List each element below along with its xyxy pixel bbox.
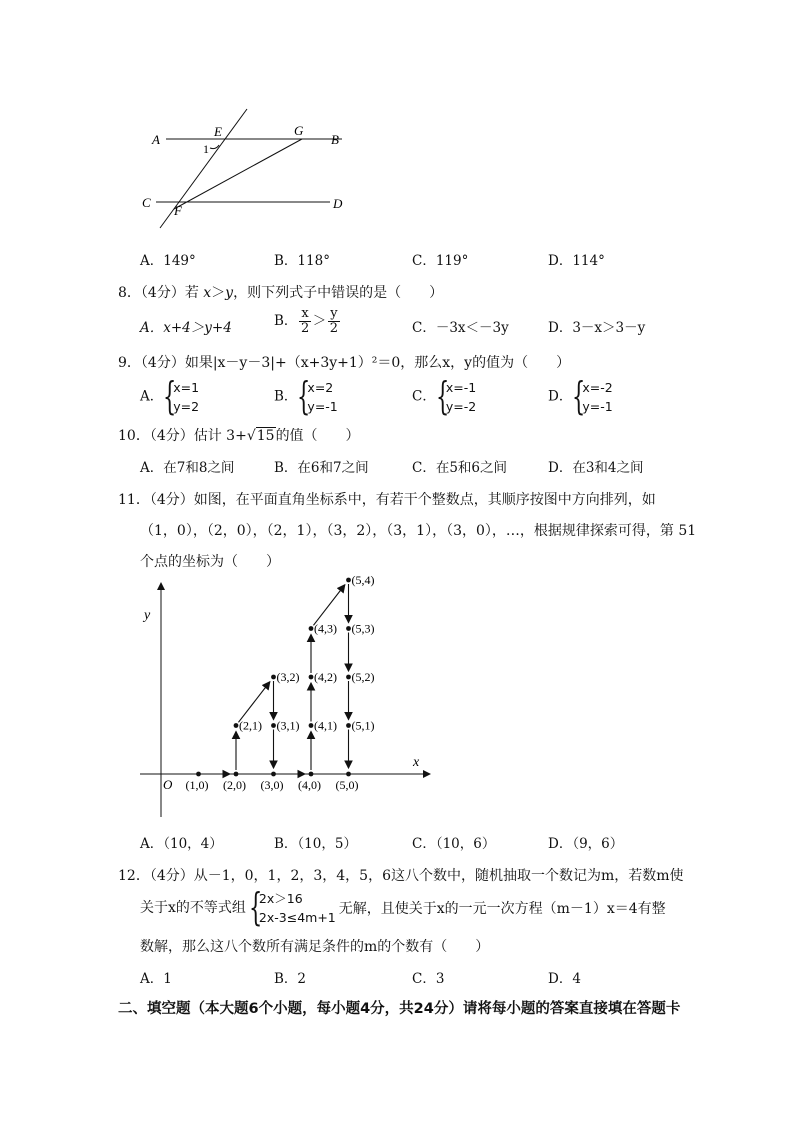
point-label: (4,0): [298, 778, 321, 792]
q11-stem-line2: （1，0），（2，0），（2，1），（3，2），（3，1），（3，0），…，根据规律探索可得，第 51: [140, 523, 697, 539]
label-angle-1: 1: [203, 142, 209, 156]
q11-option-b: B．（10，5）: [274, 836, 357, 852]
point-label: (3,0): [260, 778, 284, 792]
lattice-point: [309, 723, 314, 728]
x-axis-label: x: [413, 755, 420, 770]
q7-option-d: D．114°: [548, 253, 605, 269]
lattice-point: [309, 626, 314, 631]
lattice-point: [346, 626, 351, 631]
path-arrow: [313, 585, 344, 626]
label-d: D: [333, 196, 343, 211]
lattice-point: [346, 675, 351, 680]
lattice-point: [234, 772, 239, 777]
coordinate-lattice-figure: [130, 575, 440, 820]
q12-option-b: B．2: [274, 971, 307, 987]
q12-stem-line2: 关于x的不等式组 { 2x＞16 2x-3≤4m+1 无解，且使关于x的一元一次方程（m－1）x＝4有整: [140, 885, 666, 929]
q9-option-c: C． { x=-1 y=-2: [412, 374, 477, 418]
q8-option-c: C．－3x＜－3y: [412, 320, 509, 336]
q11-stem-line1: 11．（4分）如图，在平面直角坐标系中，有若干个整数点，其顺序按图中方向排列，如: [118, 492, 656, 508]
q11-option-a: A．（10，4）: [140, 836, 223, 852]
angle-1-arc: [210, 145, 219, 149]
q12-stem-line1: 12．（4分）从－1，0，1，2，3，4，5，6这八个数中，随机抽取一个数记为m，若数m使: [118, 868, 684, 884]
point-label: (5,1): [351, 718, 375, 733]
point-label: (4,3): [314, 621, 337, 636]
q11-option-d: D．（9，6）: [548, 836, 624, 852]
lattice-point: [346, 772, 351, 777]
q9-stem: 9．（4分）如果|x－y－3|+（x+3y+1）²＝0，那么x，y的值为（ ）: [118, 355, 571, 371]
q10-option-b: B．在6和7之间: [274, 460, 369, 476]
lattice-point: [196, 772, 201, 777]
q8-option-d: D．3－x＞3－y: [548, 320, 646, 336]
q10-option-d: D．在3和4之间: [548, 460, 644, 476]
point-label: (2,0): [223, 778, 246, 792]
q10-option-c: C．在5和6之间: [412, 460, 508, 476]
lattice-point: [346, 578, 351, 583]
point-label: (5,2): [351, 670, 375, 684]
q12-stem-line3: 数解，那么这八个数所有满足条件的m的个数有（ ）: [140, 939, 490, 955]
label-f: F: [174, 203, 182, 218]
q7-option-a: A．149°: [140, 253, 196, 269]
lattice-point: [346, 723, 351, 728]
point-label: (5,3): [351, 621, 375, 636]
point-label: (5,0): [335, 778, 359, 792]
y-axis-label: y: [144, 608, 151, 623]
point-label: (5,4): [351, 575, 375, 587]
parallel-lines-figure: [130, 100, 360, 240]
lattice-point: [271, 723, 276, 728]
path-arrow: [238, 682, 269, 723]
point-label: (3,1): [276, 718, 300, 733]
q9-option-a: A． { x=1 y=2: [140, 374, 200, 418]
lattice-point: [234, 723, 239, 728]
section-2-heading: 二、填空题（本大题6个小题，每小题4分，共24分）请将每小题的答案直接填在答题卡: [118, 1001, 681, 1017]
label-b: B: [331, 132, 339, 147]
segment-fg: [174, 139, 302, 209]
q9-option-d: D． { x=-2 y=-1: [548, 374, 613, 418]
q11-option-c: C．（10，6）: [412, 836, 496, 852]
lattice-point: [271, 675, 276, 680]
q12-option-c: C．3: [412, 971, 445, 987]
point-label: (3,2): [276, 670, 300, 684]
q10-option-a: A．在7和8之间: [140, 460, 235, 476]
q8-option-b: B． $\frac{x}{2}$ ＞ $\frac{y}{2}$: [274, 306, 339, 336]
q10-stem: 10．（4分）估计 3+√15的值（ ）: [118, 428, 360, 444]
label-e: E: [214, 124, 222, 139]
q7-option-b: B．118°: [274, 253, 330, 269]
lattice-point: [309, 675, 314, 680]
label-a: A: [152, 132, 160, 147]
origin-label: O: [163, 777, 173, 792]
label-g: G: [294, 123, 304, 138]
q7-option-c: C．119°: [412, 253, 469, 269]
q12-option-a: A．1: [140, 971, 172, 987]
point-label: (1,0): [185, 778, 209, 792]
q12-option-d: D．4: [548, 971, 581, 987]
lattice-point: [271, 772, 276, 777]
point-label: (4,1): [314, 718, 337, 733]
q11-stem-line3: 个点的坐标为（ ）: [140, 554, 280, 570]
label-c: C: [142, 195, 151, 210]
q8-stem: 8．（4分）若 x＞y，则下列式子中错误的是（ ）: [118, 285, 444, 301]
q8-option-a: A．x+4＞y+4: [140, 320, 232, 336]
q9-option-b: B． { x=2 y=-1: [274, 374, 338, 418]
point-label: (4,2): [314, 670, 337, 684]
point-label: (2,1): [239, 718, 262, 733]
lattice-point: [309, 772, 314, 777]
